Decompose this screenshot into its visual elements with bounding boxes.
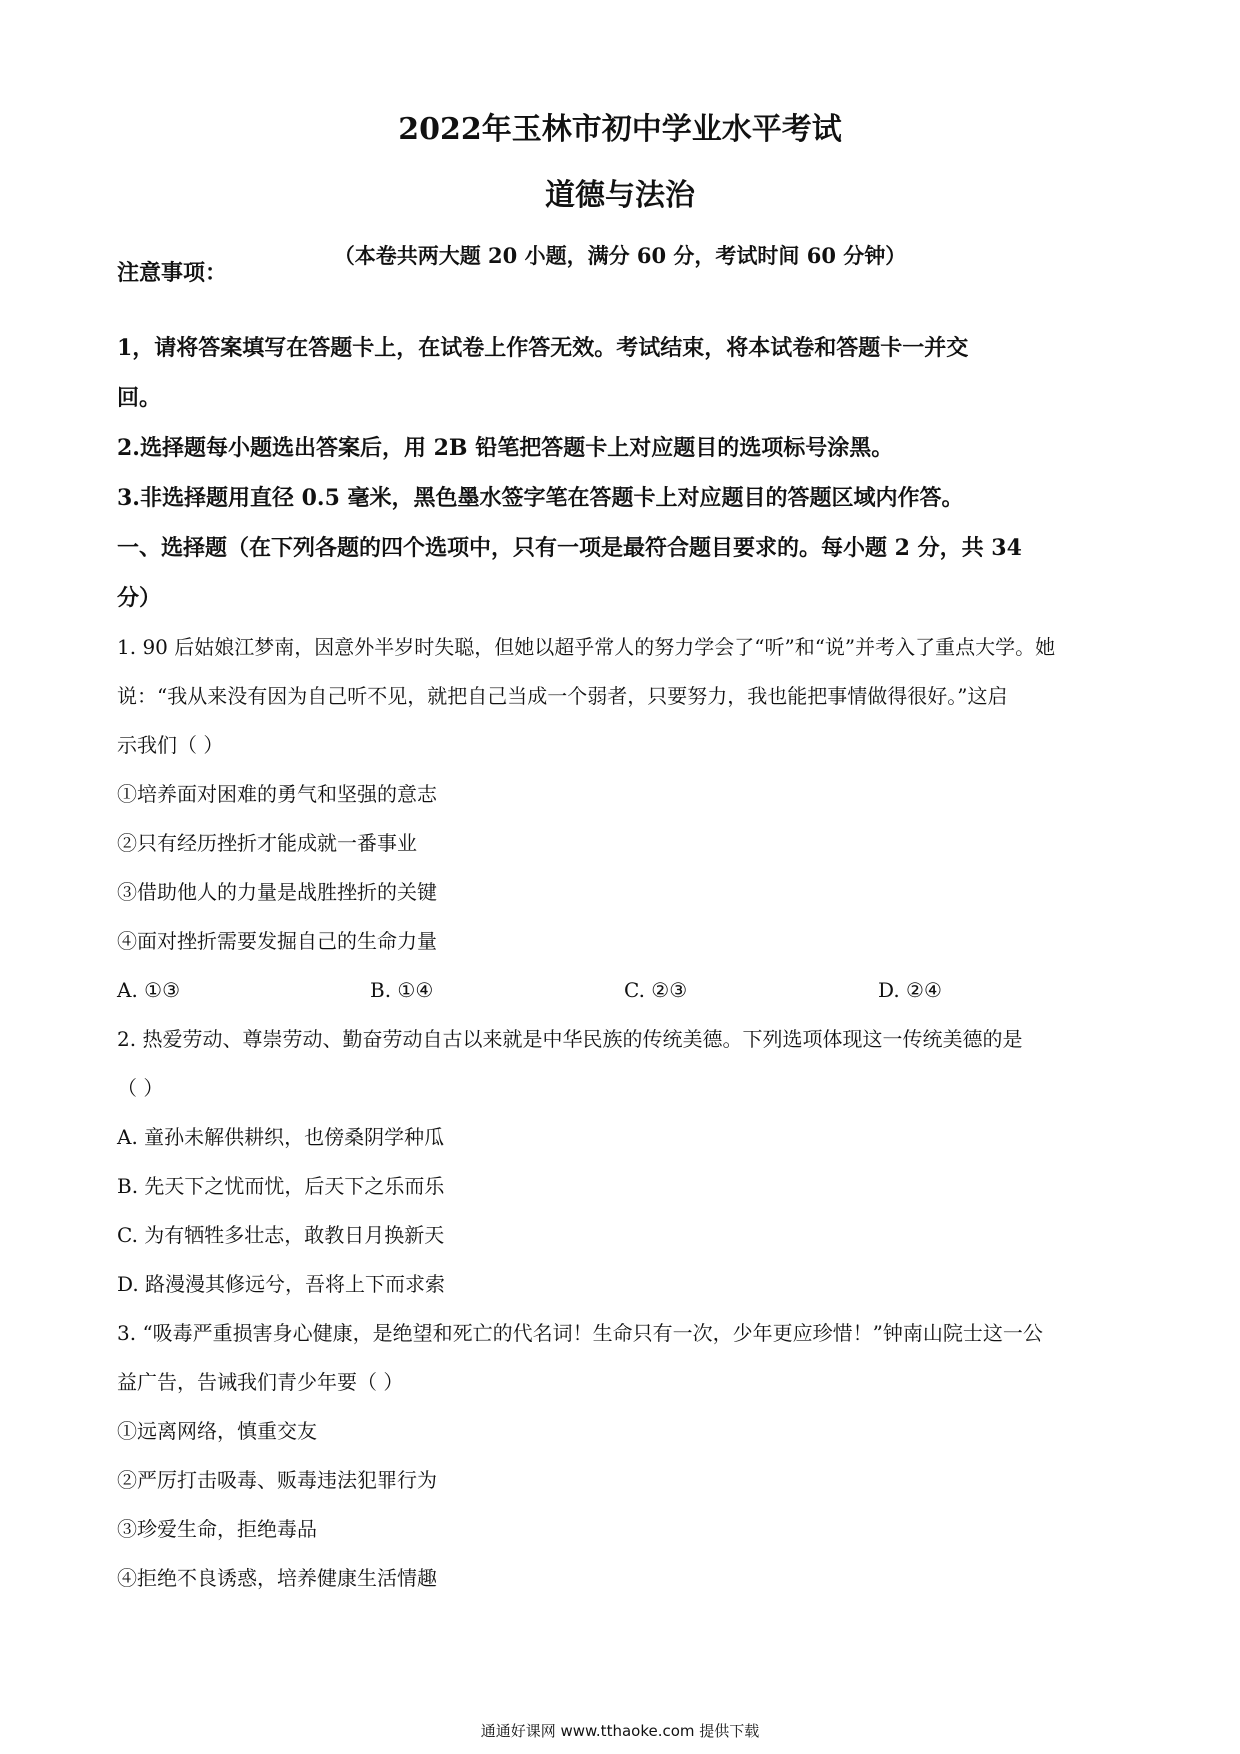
question-1-statement: ②只有经历挫折才能成就一番事业 [117, 831, 417, 855]
notice-item: 3.非选择题用直径 0.5 毫米，黑色墨水签字笔在答题卡上对应题目的答题区域内作答。 [117, 485, 964, 511]
question-1-stem: 说：“我从来没有因为自己听不见，就把自己当成一个弱者，只要努力，我也能把事情做得很好。”这启 [117, 684, 1008, 708]
question-1-statement: ④面对挫折需要发掘自己的生命力量 [117, 929, 437, 953]
notice-item: 1，请将答案填写在答题卡上，在试卷上作答无效。考试结束，将本试卷和答题卡一并交 [117, 335, 969, 361]
question-2-option: A. 童孙未解供耕织，也傍桑阴学种瓜 [117, 1125, 445, 1149]
notice-item: 回。 [117, 385, 162, 411]
question-2-option: C. 为有牺牲多壮志，敢教日月换新天 [117, 1223, 445, 1247]
question-2-stem: （ ） [117, 1076, 164, 1100]
section-heading: 一、选择题（在下列各题的四个选项中，只有一项是最符合题目要求的。每小题 2 分，共 34 [117, 535, 1022, 561]
question-2-option: D. 路漫漫其修远兮，吾将上下而求索 [117, 1272, 446, 1296]
question-1-option-b: B. ①④ [370, 978, 434, 1002]
notice-heading: 注意事项： [117, 260, 228, 286]
question-3-statement: ②严厉打击吸毒、贩毒违法犯罪行为 [117, 1468, 437, 1492]
exam-info: （本卷共两大题 20 小题，满分 60 分，考试时间 60 分钟） [333, 243, 907, 268]
section-heading-cont: 分） [117, 585, 162, 611]
question-1-option-d: D. ②④ [878, 978, 942, 1002]
question-3-stem: 益广告，告诫我们青少年要（ ） [117, 1370, 404, 1394]
question-3-statement: ③珍爱生命，拒绝毒品 [117, 1517, 317, 1541]
notice-item: 2.选择题每小题选出答案后，用 2B 铅笔把答题卡上对应题目的选项标号涂黑。 [117, 435, 894, 461]
question-1-stem: 示我们（ ） [117, 733, 224, 757]
exam-title: 2022年玉林市初中学业水平考试 [398, 112, 842, 147]
question-3-statement: ①远离网络，慎重交友 [117, 1419, 317, 1443]
question-2-option: B. 先天下之忧而忧，后天下之乐而乐 [117, 1174, 445, 1198]
question-1-option-a: A. ①③ [117, 978, 181, 1002]
question-1-statement: ①培养面对困难的勇气和坚强的意志 [117, 782, 437, 806]
question-3-statement: ④拒绝不良诱惑，培养健康生活情趣 [117, 1566, 437, 1590]
question-1-statement: ③借助他人的力量是战胜挫折的关键 [117, 880, 437, 904]
question-3-stem: 3. “吸毒严重损害身心健康，是绝望和死亡的代名词！生命只有一次，少年更应珍惜！”钟南山院士这一公 [117, 1321, 1043, 1345]
subject-title: 道德与法治 [545, 178, 695, 213]
question-1-stem: 1. 90 后姑娘江梦南，因意外半岁时失聪，但她以超乎常人的努力学会了“听”和“说”并考入了重点大学。她 [117, 635, 1056, 659]
question-2-stem: 2. 热爱劳动、尊崇劳动、勤奋劳动自古以来就是中华民族的传统美德。下列选项体现这一传统美德的是 [117, 1027, 1023, 1051]
question-1-option-c: C. ②③ [624, 978, 688, 1002]
page-footer: 通通好课网 www.tthaoke.com 提供下载 [480, 1722, 760, 1740]
